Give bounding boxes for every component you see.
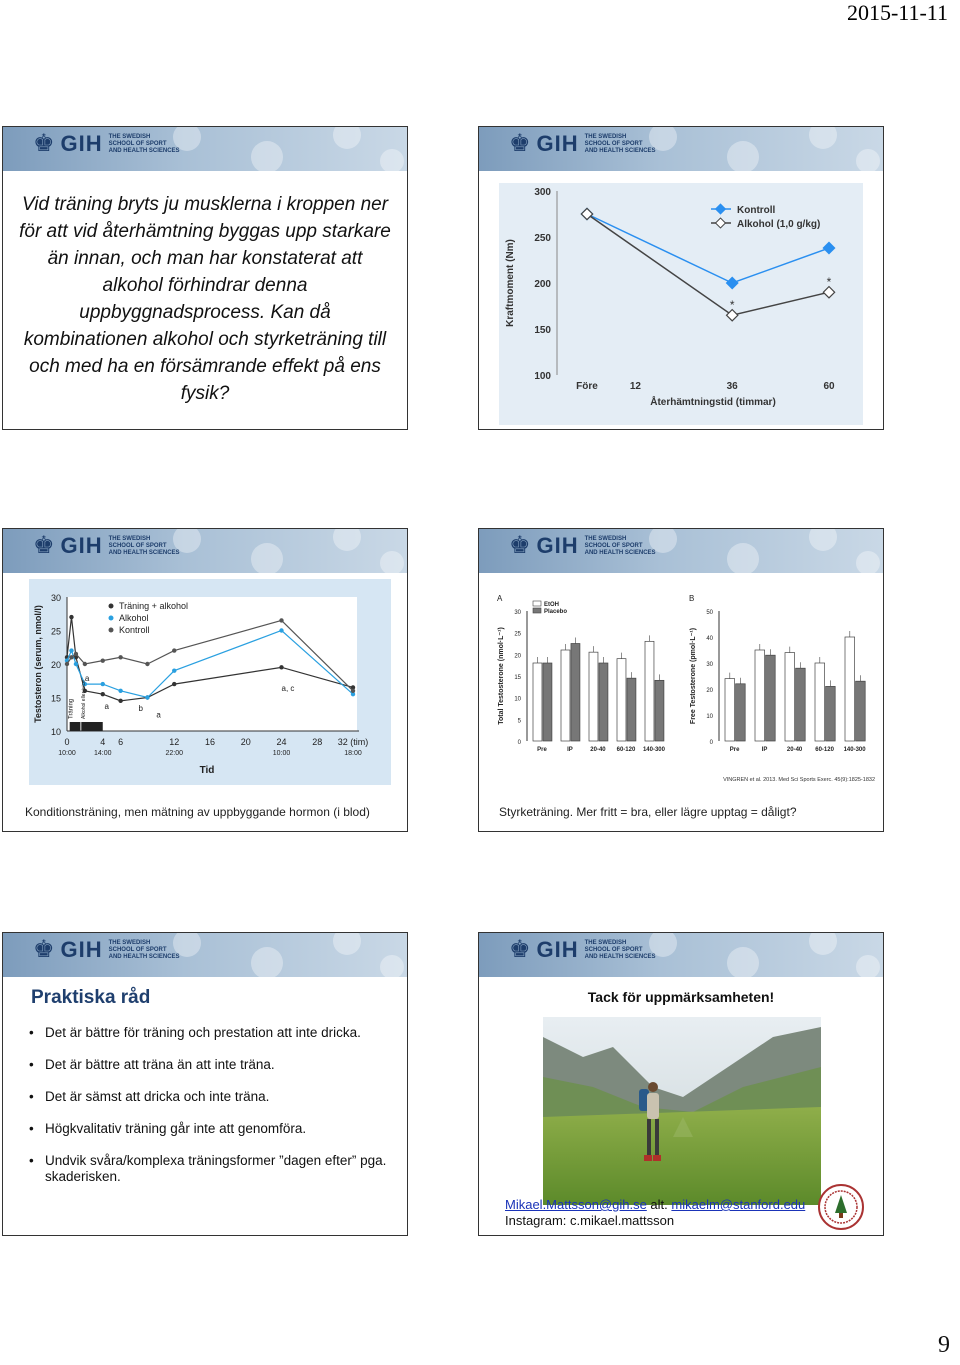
slide-banner — [479, 127, 883, 171]
bar — [655, 680, 664, 741]
bar — [845, 637, 855, 741]
slide-2 — [478, 126, 884, 430]
data-point — [145, 662, 149, 666]
crown-icon: ♚ — [509, 936, 531, 963]
data-point — [279, 665, 283, 669]
logo-text: GIH — [60, 533, 103, 558]
slide-6-title: Tack för uppmärksamheten! — [587, 989, 775, 1005]
crown-icon: ♚ — [33, 130, 55, 157]
logo-subtitle: THE SWEDISH SCHOOL OF SPORT AND HEALTH SCIENCES — [584, 133, 656, 154]
banner-pattern — [623, 933, 883, 977]
y-tick-label: 25 — [514, 631, 521, 638]
data-point — [172, 669, 176, 673]
logo-subtitle: THE SWEDISH SCHOOL OF SPORT AND HEALTH SCIENCES — [108, 939, 180, 960]
clock-label: 18:00 — [344, 750, 362, 757]
gih-logo — [509, 937, 656, 963]
bar — [599, 663, 608, 741]
logo-subtitle: THE SWEDISH SCHOOL OF SPORT AND HEALTH SCIENCES — [584, 535, 656, 556]
x-tick-label: 24 — [276, 737, 287, 747]
y-tick-label: 0 — [517, 740, 521, 746]
bar — [561, 650, 570, 741]
list-item: • Undvik svåra/komplexa träningsformer ”dagen efter” pga. skaderisken. — [29, 1153, 399, 1185]
strength-chart — [499, 183, 863, 425]
legend-label: Alkohol (1,0 g/kg) — [737, 219, 821, 230]
panel-label: B — [689, 594, 695, 603]
crown-icon: ♚ — [509, 130, 531, 157]
legend-label: Kontroll — [737, 205, 776, 216]
gih-logo — [33, 937, 180, 963]
bar — [736, 684, 746, 741]
y-tick-label: 20 — [706, 688, 713, 694]
instagram-handle: Instagram: c.mikael.mattsson — [505, 1213, 675, 1228]
annotation-label: a — [104, 701, 109, 711]
annotation-label: a, c — [281, 683, 295, 693]
legend-marker — [109, 616, 114, 621]
data-point — [172, 648, 176, 652]
slide-5-title: Praktiska råd — [31, 987, 151, 1008]
bar — [755, 650, 765, 741]
citation: VINGREN et al. 2013. Med Sci Sports Exerc. 45(9):1825-1832 — [723, 777, 875, 783]
slide-banner — [3, 933, 407, 977]
data-point — [101, 682, 105, 686]
bar — [826, 686, 836, 741]
gih-logo — [33, 131, 180, 157]
legend-label: Träning + alkohol — [119, 601, 188, 611]
data-point — [83, 662, 87, 666]
data-point — [74, 652, 78, 656]
bar — [725, 679, 735, 741]
logo-text: GIH — [536, 533, 579, 558]
x-tick-label: IP — [761, 747, 768, 753]
y-tick-label: 0 — [709, 740, 713, 746]
clock-label: 14:00 — [93, 750, 112, 757]
bar — [533, 663, 542, 741]
document-date: 2015-11-11 — [846, 0, 948, 25]
list-item: • Det är bättre att träna än att inte träna. — [29, 1057, 399, 1073]
banner-pattern — [623, 529, 883, 573]
bar — [589, 652, 598, 741]
banner-pattern — [623, 127, 883, 171]
legend-marker — [109, 628, 114, 633]
total-testosterone-chart — [493, 591, 679, 767]
bar — [617, 659, 626, 741]
slide-1-text: Vid träning bryts ju musklerna i kroppen ner för att vid återhämtning byggas upp starkare än innan, och man har konstaterat att alkohol förhindrar denna uppbyggnadsprocess. Kan då kombinationen alkohol och styrketräning till och med ha en försämrande effekt på ens fysik? — [19, 194, 391, 404]
gih-logo — [509, 533, 656, 559]
slide-5 — [2, 932, 408, 1236]
y-tick-label: 40 — [706, 636, 713, 642]
slide-banner — [3, 529, 407, 573]
y-tick-label: 50 — [706, 610, 713, 616]
data-point — [118, 699, 122, 703]
y-tick-label: 10 — [706, 714, 713, 720]
data-point — [101, 658, 105, 662]
y-tick-label: 5 — [517, 718, 521, 725]
legend-label: Kontroll — [119, 625, 150, 635]
annotation-label: a — [84, 673, 90, 683]
y-tick-label: 25 — [50, 626, 61, 637]
data-point — [145, 695, 149, 699]
bar — [571, 644, 580, 742]
x-tick-label: 60-120 — [815, 747, 834, 753]
data-point — [101, 692, 105, 696]
y-axis-label: Free Testosterone (pmol·L⁻¹) — [690, 627, 697, 725]
x-tick-label: 60 — [823, 381, 835, 392]
x-tick-label: IP — [567, 747, 573, 753]
y-tick-label: 100 — [534, 371, 551, 382]
x-tick-label: 140-300 — [642, 747, 665, 753]
data-point — [118, 689, 122, 693]
slide-banner — [479, 529, 883, 573]
hiking-photo — [543, 1017, 821, 1205]
x-axis-label: Tid — [199, 765, 215, 776]
crown-icon: ♚ — [509, 532, 531, 559]
banner-pattern — [147, 933, 407, 977]
y-tick-label: 20 — [514, 653, 521, 660]
bar — [645, 641, 654, 741]
data-point — [118, 655, 122, 659]
x-tick-label: 32 (tim) — [337, 737, 369, 747]
bar — [796, 668, 806, 741]
gih-logo — [509, 131, 656, 157]
data-point — [172, 682, 176, 686]
logo-text: GIH — [60, 937, 103, 962]
data-point — [351, 689, 355, 693]
slide-3 — [2, 528, 408, 832]
x-tick-label: 60-120 — [616, 747, 636, 753]
logo-text: GIH — [60, 131, 103, 156]
x-tick-label: 16 — [204, 737, 216, 747]
clock-label: 10:00 — [272, 750, 291, 757]
legend-swatch — [533, 608, 541, 613]
y-tick-label: 10 — [50, 727, 61, 737]
x-tick-label: Pre — [729, 747, 740, 753]
free-testosterone-chart — [685, 591, 881, 767]
legend-swatch — [533, 601, 541, 606]
slide-6 — [478, 932, 884, 1236]
legend-label: EtOH — [544, 602, 559, 608]
list-item: • Det är bättre för träning och prestation att inte dricka. — [29, 1025, 399, 1041]
crown-icon: ♚ — [33, 532, 55, 559]
bar — [785, 653, 795, 741]
banner-pattern — [147, 529, 407, 573]
training-bar — [70, 722, 81, 731]
panel-label: A — [497, 594, 503, 603]
y-axis-label: Total Testosterone (nmol·L⁻¹) — [498, 627, 505, 725]
email-link-gih[interactable]: Mikael.Mattsson@gih.se — [505, 1197, 647, 1212]
legend-label: Alkohol — [119, 613, 149, 623]
logo-subtitle: THE SWEDISH SCHOOL OF SPORT AND HEALTH SCIENCES — [584, 939, 656, 960]
slide-banner — [479, 933, 883, 977]
x-tick-label: 36 — [726, 381, 738, 392]
data-point — [69, 655, 73, 659]
significance-mark: * — [729, 297, 735, 312]
slide-4-caption: Styrketräning. Mer fritt = bra, eller lägre upptag = dåligt? — [499, 805, 797, 819]
bar — [543, 663, 552, 741]
page-number: 9 — [938, 1332, 950, 1358]
logo-subtitle: THE SWEDISH SCHOOL OF SPORT AND HEALTH SCIENCES — [108, 535, 180, 556]
data-point — [279, 618, 283, 622]
annotation-label: b — [138, 703, 143, 713]
x-tick-label: 0 — [64, 737, 70, 747]
list-item: • Högkvalitativ träning går inte att genomföra. — [29, 1121, 399, 1137]
contact-info: Mikael.Mattsson@gih.se alt. mikaelm@stanford.edu Instagram: c.mikael.mattsson — [505, 1197, 806, 1228]
bar — [856, 681, 866, 741]
logo-text: GIH — [536, 131, 579, 156]
y-tick-label: 200 — [534, 279, 551, 290]
gih-logo — [33, 533, 180, 559]
training-label: Träning — [68, 698, 75, 719]
x-tick-label: 4 — [100, 737, 106, 747]
y-tick-label: 30 — [514, 610, 521, 616]
y-tick-label: 10 — [514, 696, 521, 703]
x-axis-label: Återhämtningstid (timmar) — [650, 397, 776, 408]
y-axis-label: Testosteron (serum, nmol/l) — [33, 605, 43, 723]
y-tick-label: 30 — [50, 593, 61, 603]
data-point — [69, 648, 73, 652]
y-tick-label: 30 — [706, 662, 713, 668]
data-point — [69, 615, 73, 619]
annotation-label: a — [156, 710, 161, 720]
logo-text: GIH — [536, 937, 579, 962]
banner-pattern — [147, 127, 407, 171]
clock-label: 22:00 — [165, 750, 184, 757]
x-tick-label: 20-40 — [786, 747, 803, 753]
y-tick-label: 20 — [50, 660, 61, 670]
slide-1 — [2, 126, 408, 430]
logo-subtitle: THE SWEDISH SCHOOL OF SPORT AND HEALTH SCIENCES — [108, 133, 180, 154]
data-point — [279, 628, 283, 632]
bar — [627, 678, 636, 741]
slide-banner — [3, 127, 407, 171]
significance-mark: * — [826, 274, 832, 289]
clock-label: 10:00 — [58, 750, 76, 757]
y-tick-label: 15 — [50, 693, 61, 704]
x-tick-label: Före — [576, 381, 598, 392]
x-tick-label: 140-300 — [843, 747, 866, 753]
data-point — [65, 662, 69, 666]
y-tick-label: 150 — [534, 325, 551, 336]
bar — [766, 655, 776, 741]
x-tick-label: 20-40 — [590, 747, 606, 753]
x-tick-label: 20 — [240, 737, 251, 747]
data-point — [74, 662, 78, 666]
crown-icon: ♚ — [33, 936, 55, 963]
y-tick-label: 300 — [534, 187, 551, 198]
x-tick-label: 28 — [312, 737, 323, 747]
slide-3-caption: Konditionsträning, men mätning av uppbyggande hormon (i blod) — [25, 805, 370, 819]
bar — [815, 663, 825, 741]
x-tick-label: Pre — [537, 747, 547, 753]
stanford-seal-icon — [817, 1183, 865, 1231]
x-tick-label: 6 — [118, 737, 124, 747]
email-link-stanford[interactable]: mikaelm@stanford.edu — [671, 1197, 806, 1212]
testosterone-time-chart — [29, 579, 391, 785]
legend-label: Placebo — [544, 609, 568, 615]
x-tick-label: 12 — [169, 737, 180, 747]
legend-marker — [109, 604, 114, 609]
slide-4 — [478, 528, 884, 832]
y-tick-label: 250 — [534, 233, 551, 244]
alcohol-juice-label: Alkohol eller juice — [80, 680, 87, 719]
y-axis-label: Kraftmoment (Nm) — [505, 239, 516, 327]
x-tick-label: 12 — [629, 381, 641, 392]
alcohol-bar — [81, 722, 102, 731]
advice-list — [29, 1025, 399, 1201]
y-tick-label: 15 — [514, 675, 521, 681]
list-item: • Det är sämst att dricka och inte träna. — [29, 1089, 399, 1105]
